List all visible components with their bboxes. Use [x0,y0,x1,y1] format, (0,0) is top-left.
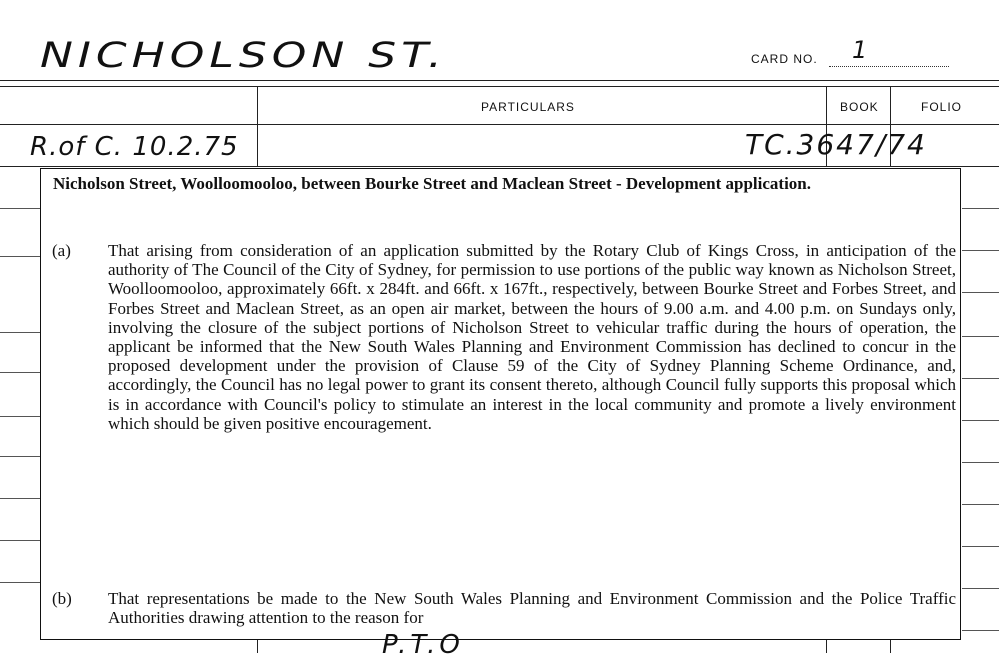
margin-rule [962,208,999,209]
column-header-book: BOOK [840,100,879,114]
margin-rule [962,420,999,421]
column-divider-date [257,86,258,166]
margin-rule [962,292,999,293]
margin-rule [0,582,40,583]
margin-rule [0,498,40,499]
entry-date: R.of C. 10.2.75 [30,132,239,162]
margin-rule [962,336,999,337]
pasted-clipping [40,168,961,640]
item-b-label: (b) [52,589,72,608]
margin-rule [962,546,999,547]
margin-rule [962,378,999,379]
item-a-text: That arising from consideration of an application submitted by the Rotary Club of Kings Cross, in anticipation of the authority of The Council of the City of Sydney, for permission to use portions of the public way known as Nicholson Street, Woolloomooloo, approximately 66ft. x 284ft. and 66ft. x 167ft., respectively, between Bourke Street and Forbes Street, and Forbes Street and Maclean Street, as an open air market, between the hours of 9.00 a.m. and 4.00 p.m. on Sundays only, involving the closure of the subject portions of Nicholson Street to vehicular traffic during the hours of operation, the applicant be informed that the New South Wales Planning and Environment Commission has declined to concur in the proposed development under the provision of Clause 59 of the City of Sydney Planning Scheme Ordinance, and, accordingly, the Council has no legal power to grant its consent thereto, although Council fully supports this proposal which is in accordance with Council's policy to stimulate an interest in the local community and promote a lively environment which should be given positive encouragement. [108,241,956,433]
header-rule-top [0,80,999,81]
street-name: NICHOLSON ST. [40,36,447,76]
item-a-label: (a) [52,241,71,260]
margin-rule [962,588,999,589]
margin-rule [962,250,999,251]
margin-rule [0,208,40,209]
pto-note: P.T.O [382,630,464,660]
card-no-value: 1 [852,36,870,64]
margin-rule [0,256,40,257]
header-rule-bottom [0,124,999,125]
margin-rule [962,462,999,463]
column-header-particulars: PARTICULARS [481,100,575,114]
clipping-heading: Nicholson Street, Woolloomooloo, between Bourke Street and Maclean Street - Development application. [53,174,812,193]
entry-reference: TC.3647/74 [745,128,927,161]
card-no-label: CARD NO. [751,52,818,66]
margin-rule [0,372,40,373]
card-no-line [829,66,949,67]
header-rule-top-2 [0,86,999,87]
margin-rule [0,540,40,541]
item-b-text: That representations be made to the New South Wales Planning and Environment Commission and the Police Traffic Authorities drawing attention to the reason for [108,589,956,628]
margin-rule [0,456,40,457]
column-header-folio: FOLIO [921,100,963,114]
margin-rule [962,504,999,505]
margin-rule [0,332,40,333]
margin-rule [0,416,40,417]
entry-rule [0,166,999,167]
margin-rule [962,630,999,631]
